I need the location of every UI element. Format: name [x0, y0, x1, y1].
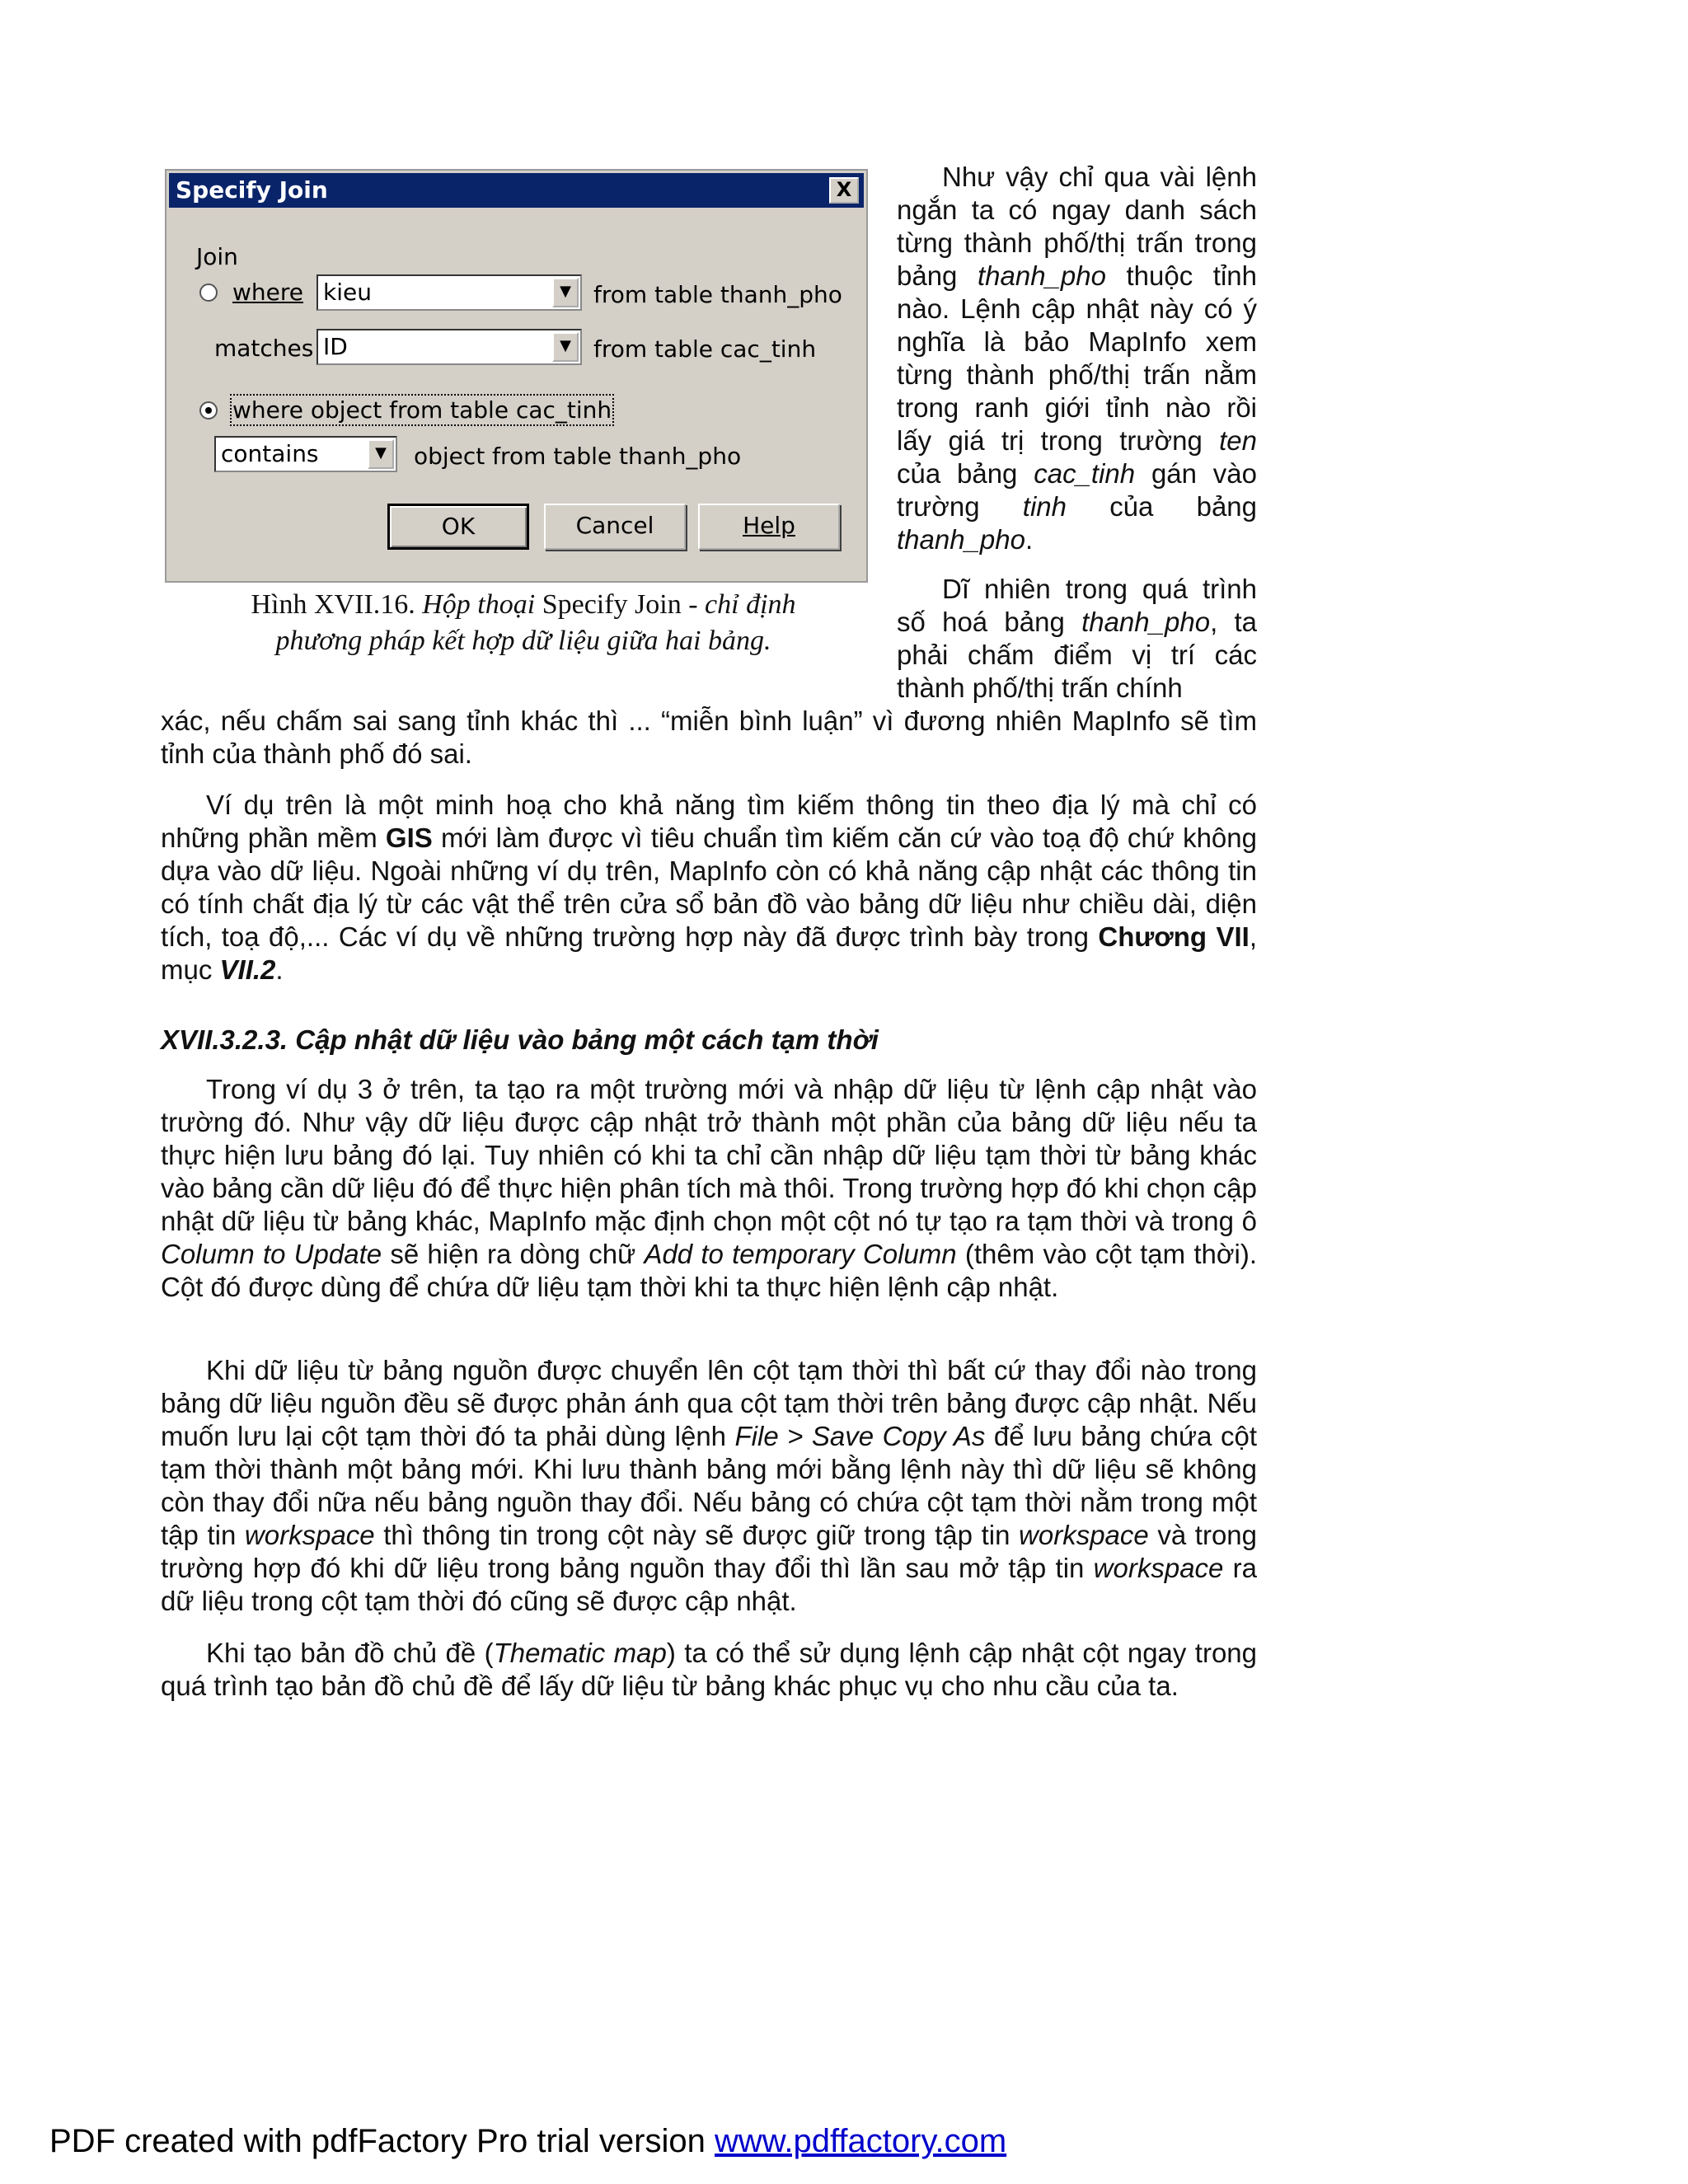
dialog-title: Specify Join: [176, 176, 328, 204]
specify-join-dialog: [165, 169, 868, 583]
close-button[interactable]: [829, 177, 859, 204]
paragraph-thematic: Khi tạo bản đồ chủ đề (Thematic map) ta có thể sử dụng lệnh cập nhật cột ngay trong quá trình tạo bản đồ chủ đề để lấy dữ liệu từ bảng khác phục vụ cho nhu cầu của ta.: [161, 1638, 1258, 1701]
figure-caption: [161, 587, 886, 659]
where-radio[interactable]: [199, 284, 218, 302]
matches-from-table: from table cac_tinh: [593, 335, 817, 363]
cancel-button[interactable]: [544, 504, 686, 550]
side-paragraph-2: Dĩ nhiên trong quá trình số hoá bảng thanh_pho, ta phải chấm điểm vị trí các thành phố/thị trấn chính: [897, 574, 1257, 703]
where-field-value: kieu: [323, 279, 372, 306]
paragraph-gis: Ví dụ trên là một minh hoạ cho khả năng tìm kiếm thông tin theo địa lý mà chỉ có những phần mềm GIS mới làm được vì tiêu chuẩn tìm kiếm căn cứ vào toạ độ chứ không dựa vào dữ liệu. Ngoài những ví dụ trên, MapInfo còn có khả năng cập nhật các thông tin có tính chất địa lý từ các vật thể trên cửa sổ bản đồ vào bảng dữ liệu như chiều dài, diện tích, toạ độ,... Các ví dụ về những trường hợp này đã được trình bày trong Chương VII, mục VII.2.: [161, 790, 1257, 985]
section-heading: XVII.3.2.3. Cập nhật dữ liệu vào bảng một cách tạm thời: [161, 1024, 879, 1055]
cancel-label: Cancel: [575, 512, 654, 539]
join-group-label: Join: [196, 243, 238, 270]
matches-field-value: ID: [323, 333, 348, 360]
caption-prefix: Hình XVII.16.: [251, 589, 415, 620]
pdf-footer: [49, 2122, 1006, 2160]
object-from-table: object from table thanh_pho: [414, 443, 742, 470]
where-label: where: [232, 279, 303, 306]
footer-text: PDF created with pdfFactory Pro trial version: [49, 2123, 706, 2159]
matches-field-select[interactable]: [316, 329, 582, 365]
footer-link[interactable]: www.pdffactory.com: [714, 2123, 1007, 2159]
object-radio[interactable]: [199, 401, 218, 419]
dialog-titlebar: [169, 173, 864, 208]
side-paragraph: Như vậy chỉ qua vài lệnh ngắn ta có ngay danh sách từng thành phố/thị trấn trong bảng thanh_pho thuộc tỉnh nào. Lệnh cập nhật này có ý nghĩa là bảo MapInfo xem từng thành phố/thị trấn nằm trong ranh giới tỉnh nào rồi lấy giá trị trong trường ten của bảng cac_tinh gán vào trường tinh của bảng thanh_pho.: [897, 162, 1258, 555]
paragraph-temporary: Trong ví dụ 3 ở trên, ta tạo ra một trường mới và nhập dữ liệu từ lệnh cập nhật vào trường đó. Như vậy dữ liệu được cập nhật trở thành một phần của bảng dữ liệu nếu ta thực hiện lưu bảng đó lại. Tuy nhiên có khi ta chỉ cần nhập dữ liệu tạm thời từ bảng khác vào bảng cần dữ liệu đó để thực hiện phân tích mà thôi. Trong trường hợp đó khi chọn cập nhật dữ liệu từ bảng khác, MapInfo mặc định chọn một cột nó tự tạo ra tạm thời và trong ô Column to Update sẽ hiện ra dòng chữ Add to temporary Column (thêm vào cột tạm thời). Cột đó được dùng để chứa dữ liệu tạm thời khi ta thực hiện lệnh cập nhật.: [161, 1074, 1258, 1302]
close-icon: X: [836, 178, 852, 201]
contains-select[interactable]: [214, 436, 397, 472]
paragraph-source: Khi dữ liệu từ bảng nguồn được chuyển lên cột tạm thời thì bất cứ thay đổi nào trong bảng dữ liệu nguồn đều sẽ được phản ánh qua cột tạm thời trên bảng được cập nhật. Nếu muốn lưu lại cột tạm thời đó ta phải dùng lệnh File > Save Copy As để lưu bảng chứa cột tạm thời thành một bảng mới. Khi lưu thành bảng mới bằng lệnh này thì dữ liệu sẽ không còn thay đổi nữa nếu bảng nguồn thay đổi. Nếu bảng có chứa cột tạm thời nằm trong một tập tin workspace thì thông tin trong cột này sẽ được giữ trong tập tin workspace và trong trường hợp đó khi dữ liệu trong bảng nguồn thay đổi thì lần sau mở tập tin workspace ra dữ liệu trong cột tạm thời đó cũng sẽ được cập nhật.: [161, 1355, 1258, 1616]
help-label: Help: [743, 512, 795, 539]
where-field-select[interactable]: [316, 274, 582, 311]
chevron-down-icon[interactable]: ▼: [368, 439, 394, 469]
help-button[interactable]: [698, 504, 840, 550]
contains-value: contains: [221, 440, 319, 467]
caption-italic-2: chỉ định: [705, 589, 796, 620]
caption-italic-1: Hộp thoại: [422, 589, 536, 620]
caption-dialog-name: Specify Join -: [542, 589, 698, 620]
where-from-table: from table thanh_pho: [593, 281, 842, 308]
matches-label: matches: [214, 335, 314, 362]
object-option-label[interactable]: where object from table cac_tinh: [232, 396, 612, 424]
chevron-down-icon[interactable]: ▼: [552, 278, 579, 307]
ok-button[interactable]: [387, 504, 529, 550]
paragraph-continuation: xác, nếu chấm sai sang tỉnh khác thì ... “miễn bình luận” vì đương nhiên MapInfo sẽ tìm tỉnh của thành phố đó sai.: [161, 705, 1257, 769]
chevron-down-icon[interactable]: ▼: [552, 332, 579, 362]
ok-label: OK: [441, 513, 476, 540]
caption-line-2: phương pháp kết hợp dữ liệu giữa hai bảng.: [275, 626, 771, 656]
